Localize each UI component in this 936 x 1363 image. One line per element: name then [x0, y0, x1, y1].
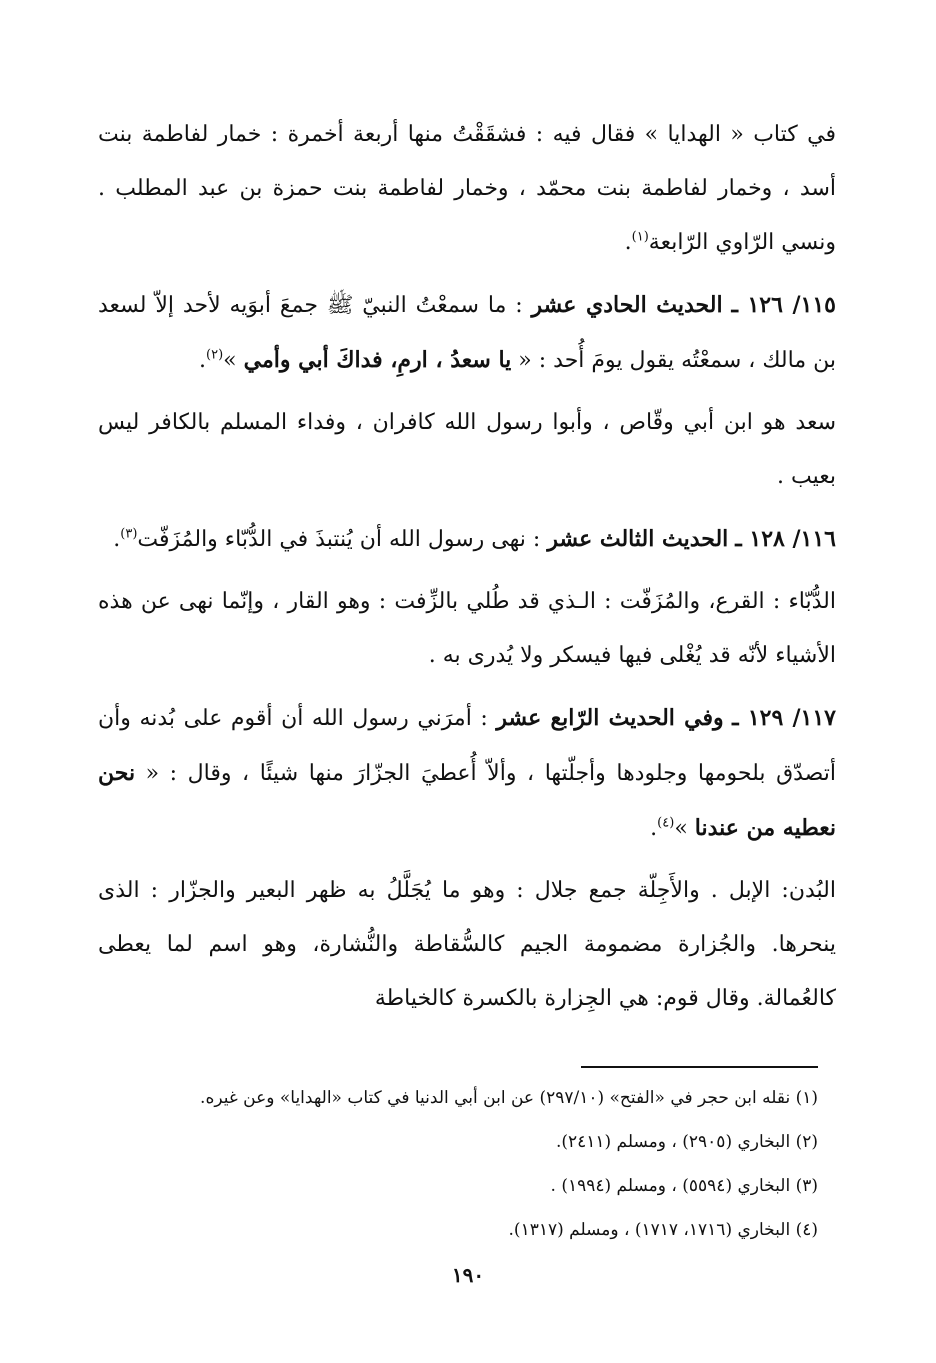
- quote-close: »: [223, 348, 237, 373]
- paragraph-text: : نهى رسول الله أن يُنتبذَ في الدُّبّاء والمُزَفّت: [137, 527, 541, 552]
- footnote-2: (٢) البخاري (٢٩٠٥) ، ومسلم (٢٤١١).: [555, 1132, 818, 1152]
- footnote-marker-3: (٣): [120, 526, 138, 542]
- hadith-number: ١١٦/ ١٢٨ ـ: [735, 526, 836, 552]
- paragraph-1: [98, 108, 836, 270]
- paragraph-text: في كتاب « الهدايا » فقال فيه : فشقَقْتُ منها أربعة أخمرة : خمار لفاطمة بنت أسد ، وخمار لفاطمة بنت محمّد ، وخمار لفاطمة بنت حمزة بن عبد المطلب . ونسي الرّاوي الرّابعة: [98, 122, 836, 255]
- paragraph-3: [98, 396, 836, 504]
- footnote-4: (٤) البخاري (١٧١٦، ١٧١٧) ، ومسلم (١٣١٧).: [508, 1220, 818, 1240]
- paragraph-hadith-117: [98, 691, 836, 856]
- hadith-heading: الحديث الحادي عشر: [531, 292, 723, 318]
- paragraph-text: : ما سمعْتُ النبيّ ﷺ جمعَ أبوَيه لأحد إلاّ لسعد بن مالك ، سمعْتُه يقول يومَ أُحد : «: [98, 293, 836, 373]
- paragraph-text: البُدن: الإبل . والأَجِلّة جمع جلال : وهو ما يُجَلَّلُ به ظهر البعير والجزّار : الذى ينحرها. والجُزارة مضمومة الجيم كالسُّقاطة والنُّشارة، وهو اسم لما يعطى كالعُمالة. وقال قوم: هي الجِزارة بالكسرة كالخياطة: [98, 878, 836, 1011]
- bold-quote: يا سعدُ ، ارمِ، فداكَ أبي وأمي: [243, 347, 512, 373]
- hadith-heading: وفي الحديث الرّابع عشر: [496, 705, 724, 731]
- page-number: ١٩٠: [451, 1263, 485, 1287]
- main-text: [98, 108, 836, 1026]
- paragraph-end: .: [199, 348, 206, 373]
- paragraph-hadith-116: [98, 512, 836, 567]
- paragraph-7: [98, 864, 836, 1026]
- footnote-marker-2: (٢): [206, 347, 224, 363]
- paragraph-5: [98, 575, 836, 683]
- hadith-number: ١١٧/ ١٢٩ ـ: [732, 705, 836, 731]
- footnote-divider: [581, 1066, 818, 1068]
- footnote-3: (٣) البخاري (٥٥٩٤) ، ومسلم (١٩٩٤) .: [550, 1176, 818, 1196]
- bold-quote: نحن نعطيه من عندنا: [98, 760, 836, 841]
- paragraph-text: سعد هو ابن أبي وقّاص ، وأبوا رسول الله كافران ، وفداء المسلم بالكافر ليس بعيب .: [98, 410, 836, 489]
- paragraph-end: .: [650, 816, 658, 841]
- paragraph-end: .: [624, 230, 632, 255]
- paragraph-text: : أمرَني رسول الله أن أقوم على بُدنه وأن أتصدّق بلحومها وجلودها وأجلّتها ، وألاّ أُعطيَ الجزّارَ منها شيئًا ، وقال : «: [98, 706, 836, 786]
- footnotes: [98, 1076, 818, 1252]
- quote-close: »: [674, 816, 688, 841]
- footnote-1: (١) نقله ابن حجر في «الفتح» (٢٩٧/١٠) عن ابن أبي الدنيا في كتاب «الهدايا» وعن غيره.: [200, 1088, 818, 1108]
- footnote-marker-1: (١): [631, 229, 649, 245]
- paragraph-hadith-115: [98, 278, 836, 388]
- hadith-heading: الحديث الثالث عشر: [547, 526, 729, 552]
- hadith-number: ١١٥/ ١٢٦ ـ: [731, 292, 836, 318]
- paragraph-text: الدُّبّاء : القرع، والمُزَفّت : الـذي قد طُلي بالزِّفت : وهو القار ، وإنّما نهى عن هذه الأشياء لأنّه قد يُغْلى فيها فيسكر ولا يُدرى به .: [98, 589, 836, 668]
- paragraph-end: .: [113, 527, 121, 552]
- footnote-marker-4: (٤): [657, 815, 675, 831]
